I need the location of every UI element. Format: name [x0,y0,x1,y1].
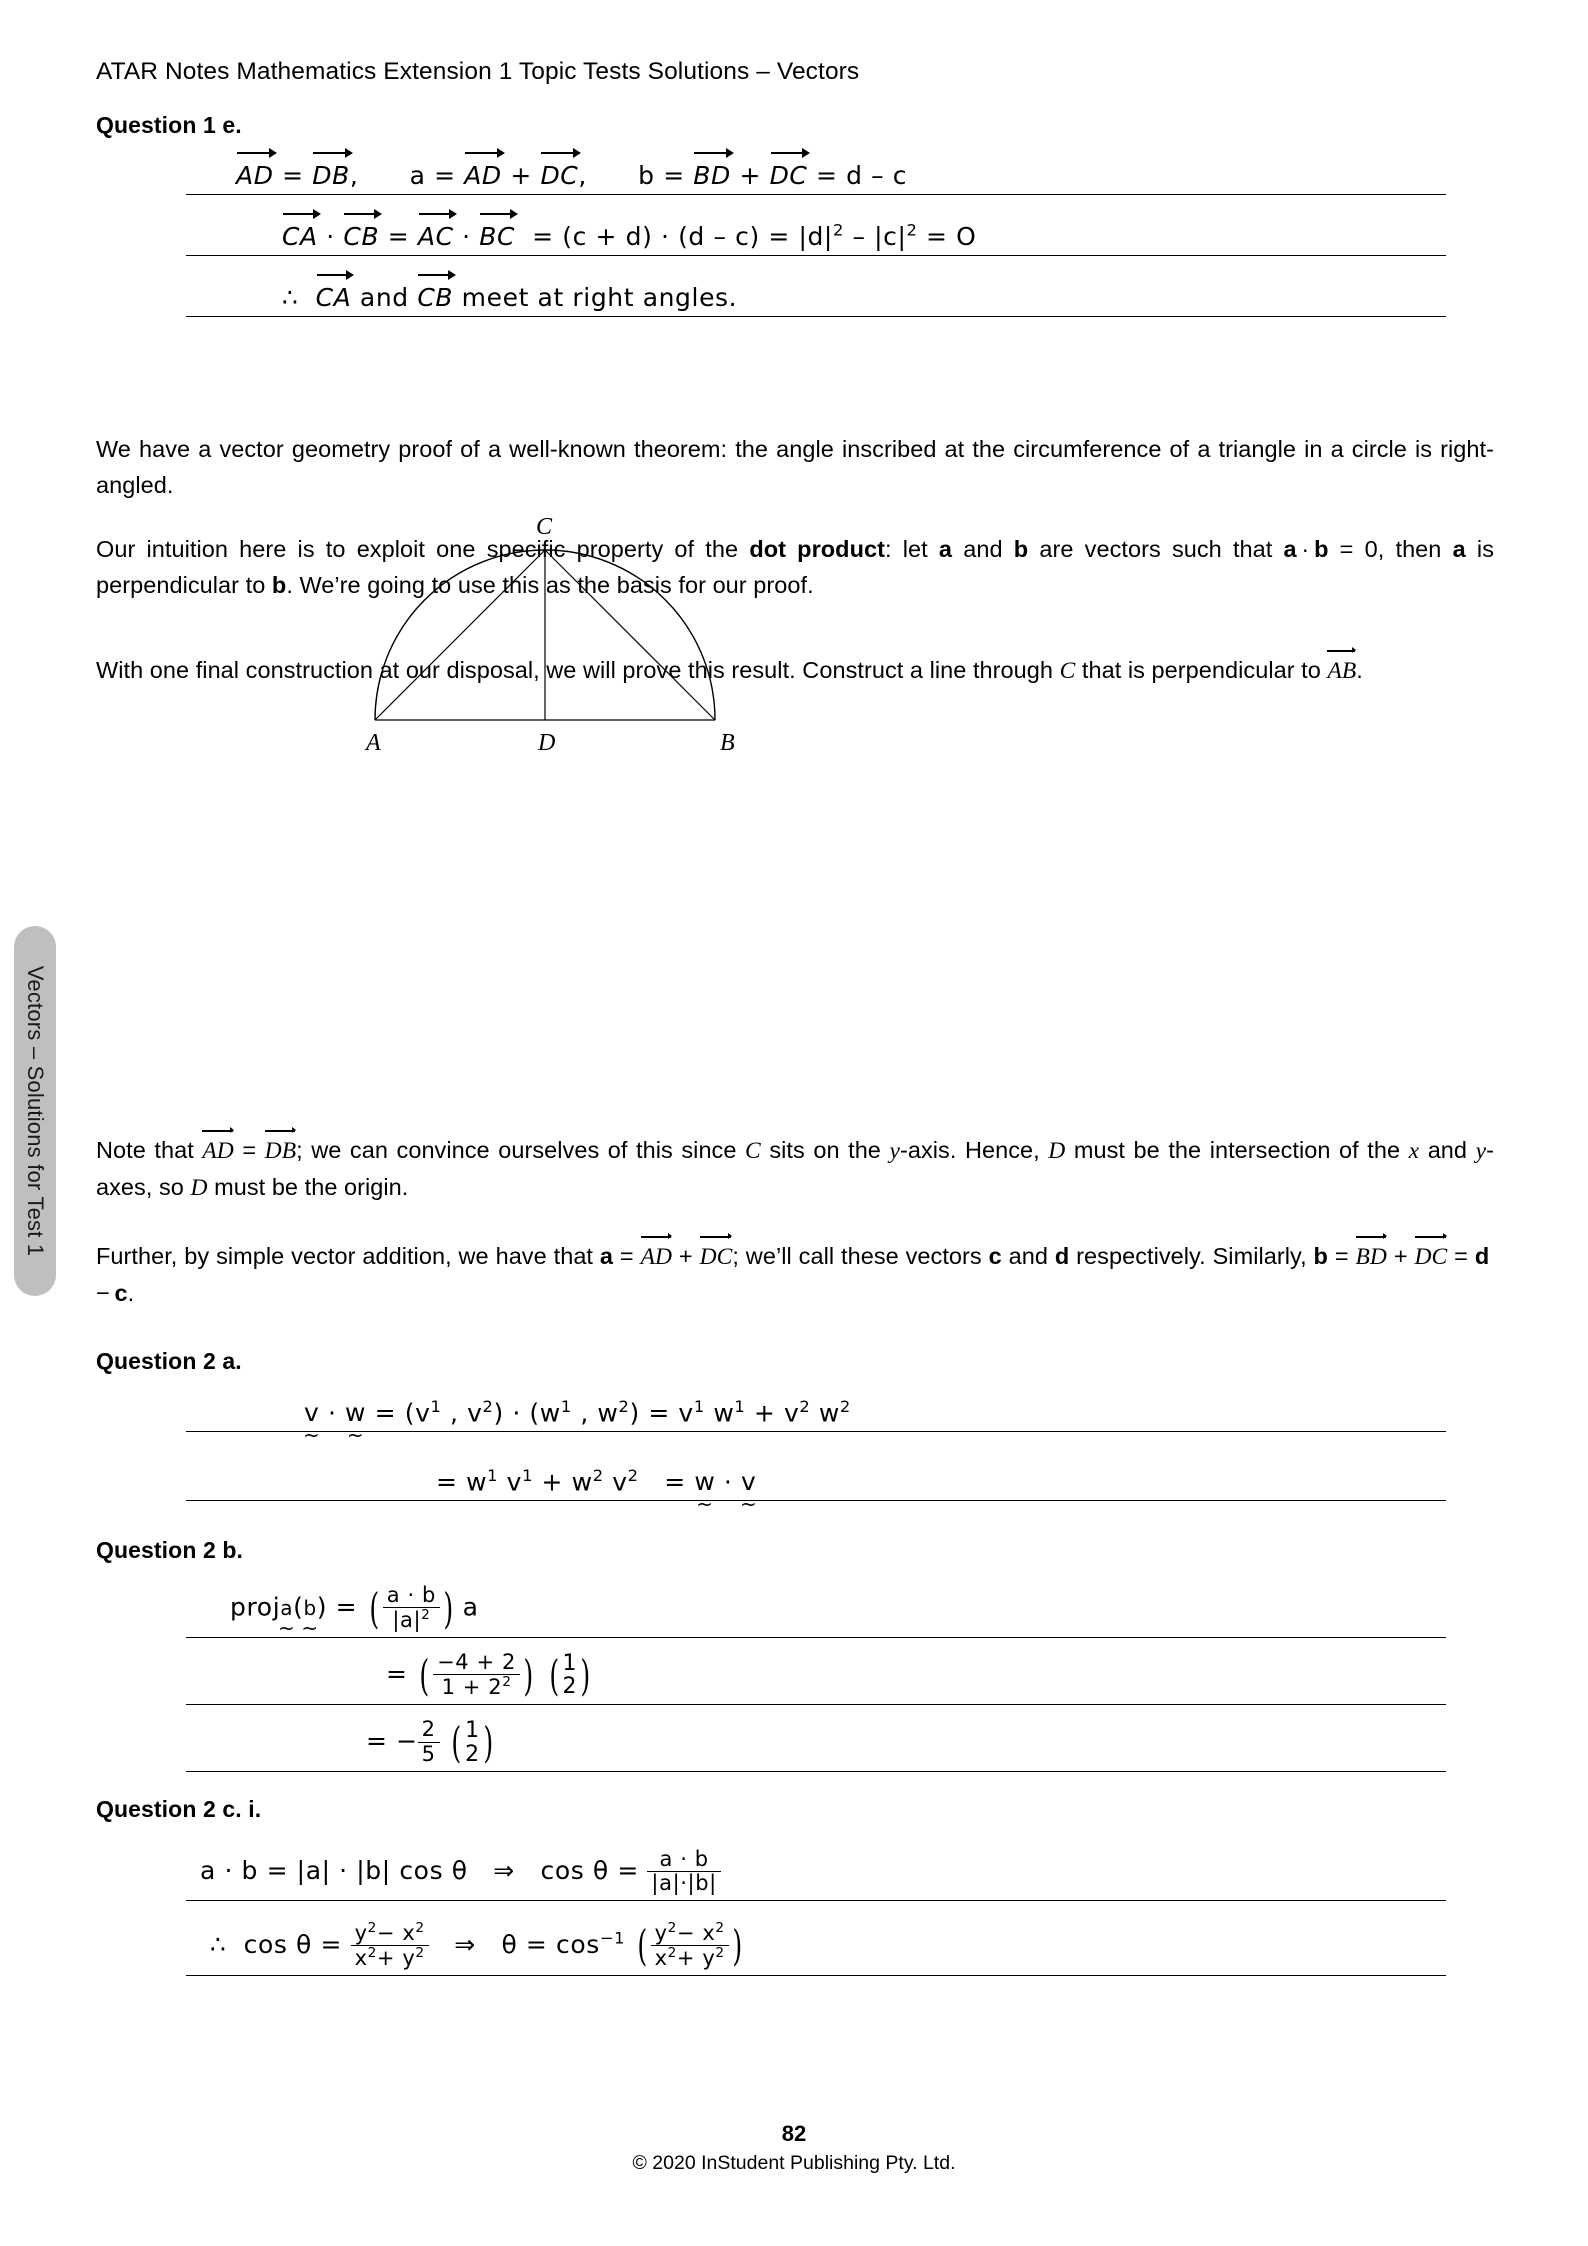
point-c-symbol: C [745,1138,761,1164]
handwriting-q1e-line2: CA · CB = AC · BC = $(c + d) \cdot (d - c) = |d|^2 - |c|^2 = O$ [282,218,976,251]
paragraph-2-part-b: : let [885,536,939,562]
handwriting-q2ci [0,1826,1588,1976]
handwriting-line [186,199,1446,256]
paragraph-5-part-c: and [1001,1243,1055,1269]
paragraph-4-part-f: and [1419,1137,1476,1163]
paragraph-5-part-e: . [127,1279,135,1306]
handwriting-q1e [0,138,1588,317]
handwriting-line [186,1638,1446,1705]
segment-ca [375,550,545,720]
vector-b-symbol: b [1314,536,1329,562]
paragraph-3 [96,652,1494,690]
question-2ci-heading: Question 2 c. i. [96,1796,262,1822]
diagram-label-b: B [720,730,735,756]
paragraph-5: Further, by simple vector addition, we have that a = AD + DC; we’ll call these vectors c and d respectively. Similarly, b = BD + DC = d − c. [96,1238,1494,1311]
paragraph-4: Note that AD = DB; we can convince ourselves of this since C sits on the y-axis. Hence, D must be the intersection of the x and y-axes, so D must be the origin. [96,1132,1494,1206]
handwriting-line [186,1901,1446,1976]
vector-a-symbol: a [1283,536,1297,562]
paragraph-4-part-a: Note that [96,1137,203,1163]
vector-dc-symbol: DC [700,1238,733,1276]
handwriting-q2b-line2: = ( $\frac{-4 + 2}{1 + 2^2}$ ) ( 1 2) [386,1649,591,1700]
side-tab-label: Vectors – Solutions for Test 1 [23,965,48,1257]
handwriting-line [186,138,1446,195]
handwriting-line [186,1826,1446,1901]
paragraph-4-part-c: sits on the [760,1137,890,1163]
vector-ad-symbol: AD [202,1132,233,1170]
handwriting-line [186,1444,1446,1501]
vector-ad-symbol: AD [641,1238,672,1276]
question-1e-heading: Question 1 e. [96,112,242,138]
vector-ab-symbol: AB [1327,652,1356,690]
vector-db-symbol: DB [265,1132,296,1170]
paragraph-5-part-a: Further, by simple vector addition, we have that [96,1243,600,1269]
dot-product-emphasis: dot product [749,536,885,562]
point-c-symbol: C [1059,658,1076,684]
paragraph-2-part-c: and [952,536,1014,562]
handwriting-q2a-line1: v ~ · w ~ = ($v^1$ , $v^2) \cdot (w^1$ , $w^2) = v^1$ $w^1 + v^2$ $w^2$ [304,1397,851,1427]
vector-bd-symbol: BD [1356,1238,1387,1276]
paragraph-3-part-c: . [1356,657,1363,683]
semicircle-diagram [350,514,790,770]
paragraph-4-part-d: -axis. Hence, [899,1137,1049,1163]
handwriting-line [186,1705,1446,1772]
handwriting-q2ci-line2: ∴ cos θ = $\frac{y^2- x^2}{x^2+ y^2}$ ⇒ $\theta = \cos^{-1}$ ( $\frac{y^2- x^2}{x^2+ y^2}$ ) [210,1919,743,1971]
handwriting-q2a-line2: = $w^1$ $v^1 + w^2$ $v^2 = w$ ~ · v ~ [436,1466,756,1496]
vector-dc-symbol: DC [1415,1238,1448,1276]
diagram-label-c: C [536,514,553,540]
segment-cb [545,550,715,720]
vector-a-symbol: a [938,536,953,562]
question-2b-heading: Question 2 b. [96,1537,243,1563]
handwriting-line [186,1565,1446,1638]
vector-c-symbol: c [114,1279,128,1306]
side-tab [14,926,56,1296]
paragraph-2-part-g: . We’re going to use this as the basis for our proof. [286,571,814,598]
point-d-symbol: D [190,1174,208,1201]
axis-y-symbol: y [889,1138,900,1164]
point-d-symbol: D [1048,1138,1066,1164]
vector-a-symbol: a [1452,536,1466,562]
axis-y-symbol: y [1475,1138,1487,1164]
handwriting-q1e-line3: ∴ CA and CB meet at right angles. [282,279,737,312]
paragraph-1 [96,432,1494,503]
handwriting-q2b-line1: proja ~(b ~) = ( $\frac{a \cdot b}{|a|^2}$ ) a [230,1584,479,1633]
handwriting-line [186,260,1446,317]
paragraph-2-part-d: are vectors such that [1028,536,1284,562]
diagram-label-a: A [366,730,381,756]
handwriting-line [186,1375,1446,1432]
vector-d-symbol: d [1474,1243,1490,1269]
paragraph-2-part-a: Our intuition here is to exploit one specific property of the [96,536,750,562]
vector-b-symbol: b [1013,536,1029,562]
paragraph-4-part-g: -axes, so [96,1137,1494,1200]
handwriting-q2a [0,1375,1588,1501]
paragraph-3-part-b: that is perpendicular to [1075,657,1328,683]
page-number: 82 [781,2121,807,2146]
question-2a-heading: Question 2 a. [96,1348,242,1374]
handwriting-q2ci-line1: a · b = |a| · |b| cos θ ⇒ cos θ = $\frac{a \cdot b}{|a|\cdot|b|}$ [200,1848,721,1896]
paragraph-4-part-e: must be the intersection of the [1065,1137,1409,1163]
paragraph-4-part-b: ; we can convince ourselves of this since [296,1137,746,1163]
vector-b-symbol: b [271,571,287,598]
handwriting-q2b-line3: = − $\frac{2}{5}$ ( 1 2) [366,1717,494,1767]
diagram-label-d: D [538,730,556,756]
page-header-title: ATAR Notes Mathematics Extension 1 Topic Tests Solutions – Vectors [96,58,860,85]
paragraph-1-text: We have a vector geometry proof of a well-known theorem: the angle inscribed at the circumference of a triangle in a circle is right-angled. [96,436,1494,498]
vector-a-symbol: a [599,1243,614,1269]
paragraph-2: Our intuition here is to exploit one specific property of the dot product: let a and b are vectors such that a · b = 0, then a is perpendicular to b. We’re going to use this as the basis for our proof. [96,536,1494,598]
vector-c-symbol: c [988,1243,1002,1269]
axis-x-symbol: x [1408,1138,1420,1164]
paragraph-5-part-d: respectively. Similarly, [1069,1243,1314,1269]
paragraph-5-part-b: ; we’ll call these vectors [732,1243,989,1269]
paragraph-2-part-f: is perpendicular to [96,536,1494,598]
paragraph-3-part-a: With one final construction at our disposal, we will prove this result. Construct a line through [96,657,1060,683]
handwriting-q1e-line1: AD = DB, a = AD + DC, b = BD + DC = d – c [236,157,907,190]
copyright-notice: © 2020 InStudent Publishing Pty. Ltd. [632,2152,956,2174]
handwriting-q2b [0,1565,1588,1772]
paragraph-2-part-e: = 0, then [1328,536,1453,562]
paragraph-4-part-h: must be the origin. [207,1173,409,1200]
vector-b-symbol: b [1313,1243,1328,1269]
vector-d-symbol: d [1054,1243,1070,1269]
